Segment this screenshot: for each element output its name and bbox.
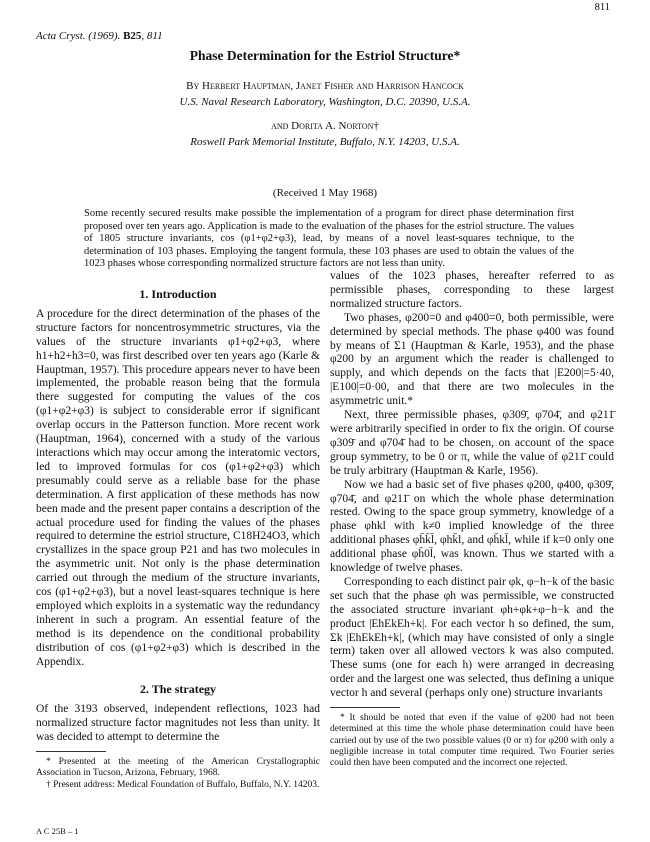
authors-line-1: By Herbert Hauptman, Janet Fisher and Harrison Hancock <box>186 80 464 92</box>
page-footer: A C 25B – 1 <box>36 826 79 836</box>
footnote-rule <box>36 751 106 752</box>
journal-citation: Acta Cryst. (1969). B25, 811 <box>36 30 163 42</box>
abstract: Some recently secured results make possible the implementation of a program for direct phase determination first proposed over ten years ago. Application is made to the evaluation of the phases for the estriol structure. The values of 1805 structure invariants, cos (φ1+φ2+φ3), lead, by means of a novel least-squares technique, to the determination of 103 phases. Employing the tangent formula, these 103 phases are used to obtain the values of the 1023 phases whose corresponding normalized structure factors are not less than unity. <box>84 208 574 270</box>
affiliation-1: U.S. Naval Research Laboratory, Washington, D.C. 20390, U.S.A. <box>179 96 471 108</box>
strategy-paragraph: Of the 3193 observed, independent reflections, 1023 had normalized structure factor magnitudes not less than unity. It was decided to attempt to determine the <box>36 703 320 744</box>
right-paragraph-4: Now we had a basic set of five phases φ200, φ400, φ309̄, φ704̄, and φ211̄ on which the whole phase determination rested. Owing to the space group symmetry, knowledge of a phase φhkl with k≠0 implied knowledge of the three additional phases φh̄k̄l̄, φhk̄l, and φh̄kl̄, while if k=0 only one additional phase φh̄0l̄, was known. Thus we started with a knowledge of twelve phases. <box>330 478 614 575</box>
authors-line-2: and Dorita A. Norton† <box>271 120 379 132</box>
footnote-phase: * It should be noted that even if the value of φ200 had not been determined at this time the whole phase determination could have been carried out by use of the two possible values (0 or π) for φ200 with only a negligible increase in total computer time required. Two Fourier series could then have been computed and the incorrect one rejected. <box>330 713 614 768</box>
footnote-address: † Present address: Medical Foundation of Buffalo, Buffalo, N.Y. 14203. <box>46 779 320 790</box>
right-paragraph-3: Next, three permissible phases, φ309̄, φ704̄, and φ211̄ were arbitrarily specified in order to fix the origin. Of course φ309̄ and φ704̄ had to be chosen, on account of the space group symmetry, to be 0 or π, while the value of φ211̄ could be truly arbitrary (Hauptman & Karle, 1956). <box>330 409 614 477</box>
received-date: (Received 1 May 1968) <box>272 187 378 199</box>
paper-title: Phase Determination for the Estriol Structure* <box>189 48 461 63</box>
left-column <box>36 288 320 791</box>
affiliation-2: Roswell Park Memorial Institute, Buffalo, N.Y. 14203, U.S.A. <box>190 136 460 148</box>
right-column <box>330 270 614 769</box>
right-paragraph-1: values of the 1023 phases, hereafter referred to as permissible phases, corresponding to these largest normalized structure factors. <box>330 270 614 310</box>
page-number: 811 <box>594 2 610 13</box>
intro-paragraph: A procedure for the direct determination of the phases of the structure factors for noncentrosymmetric structures, via the values of the structure invariants φ1+φ2+φ3, where h1+h2+h3=0, was first described over ten years ago (Karle & Hauptman, 1957). This procedure appears never to have been implemented, the probable reason being that the formula there suggested for computing the values of the cos (φ1+φ2+φ3) is subject to considerable error if significant overlap occurs in the Patterson function. More recent work (Hauptman, 1964), concerned with a study of the various interactions which may occur among the interatomic vectors, led to improved formulas for cos (φ1+φ2+φ3) which presumably could serve as a reliable base for the phase determination. A first application of these methods has now been made and the present paper contains a description of the actual procedure used for finding the values of the phases required to determine the estriol structure, C18H24O3, which crystallizes in the space group P21 and has two molecules in the asymmetric unit. Not only is the phase determination carried out through the medium of the structure invariants, cos (φ1+φ2+φ3), but a novel least-squares technique is here employed which exploits in a systematic way the redundancy inherent in such a program. An essential feature of the method is its dependence on the conditional probability distribution of cos (φ1+φ2+φ3) which is described in the Appendix. <box>36 307 320 668</box>
right-paragraph-5: Corresponding to each distinct pair φk, φ−h−k of the basic set such that the phase φh was permissible, we constructed the associated structure invariant φh+φk+φ−h−k and the product |EhEkEh+k|. For each vector h so defined, the sum, Σk |EhEkEh+k|, (which may have consisted of only a single term) taken over all allowed vectors k was also computed. These sums (one for each h) were arranged in decreasing order and the largest one was selected, thus defining a unique vector h and several (perhaps only one) structure invariants <box>330 575 614 700</box>
right-paragraph-2: Two phases, φ200=0 and φ400=0, both permissible, were determined by special methods. The phase φ400 was found by means of Σ1 (Hauptman & Karle, 1953), and the phase φ200 by an argument which the reader is challenged to supply, and which depends on the facts that |E200|=5·40, |E100|=0·00, and that there are two molecules in the asymmetric unit.* <box>330 311 614 408</box>
section-heading-introduction: 1. Introduction <box>139 287 217 301</box>
section-heading-strategy: 2. The strategy <box>139 682 217 697</box>
footnote-presented: * Presented at the meeting of the American Crystallographic Association in Tucson, Arizona, February, 1968. <box>36 757 320 779</box>
footnote-rule-right <box>330 707 400 708</box>
